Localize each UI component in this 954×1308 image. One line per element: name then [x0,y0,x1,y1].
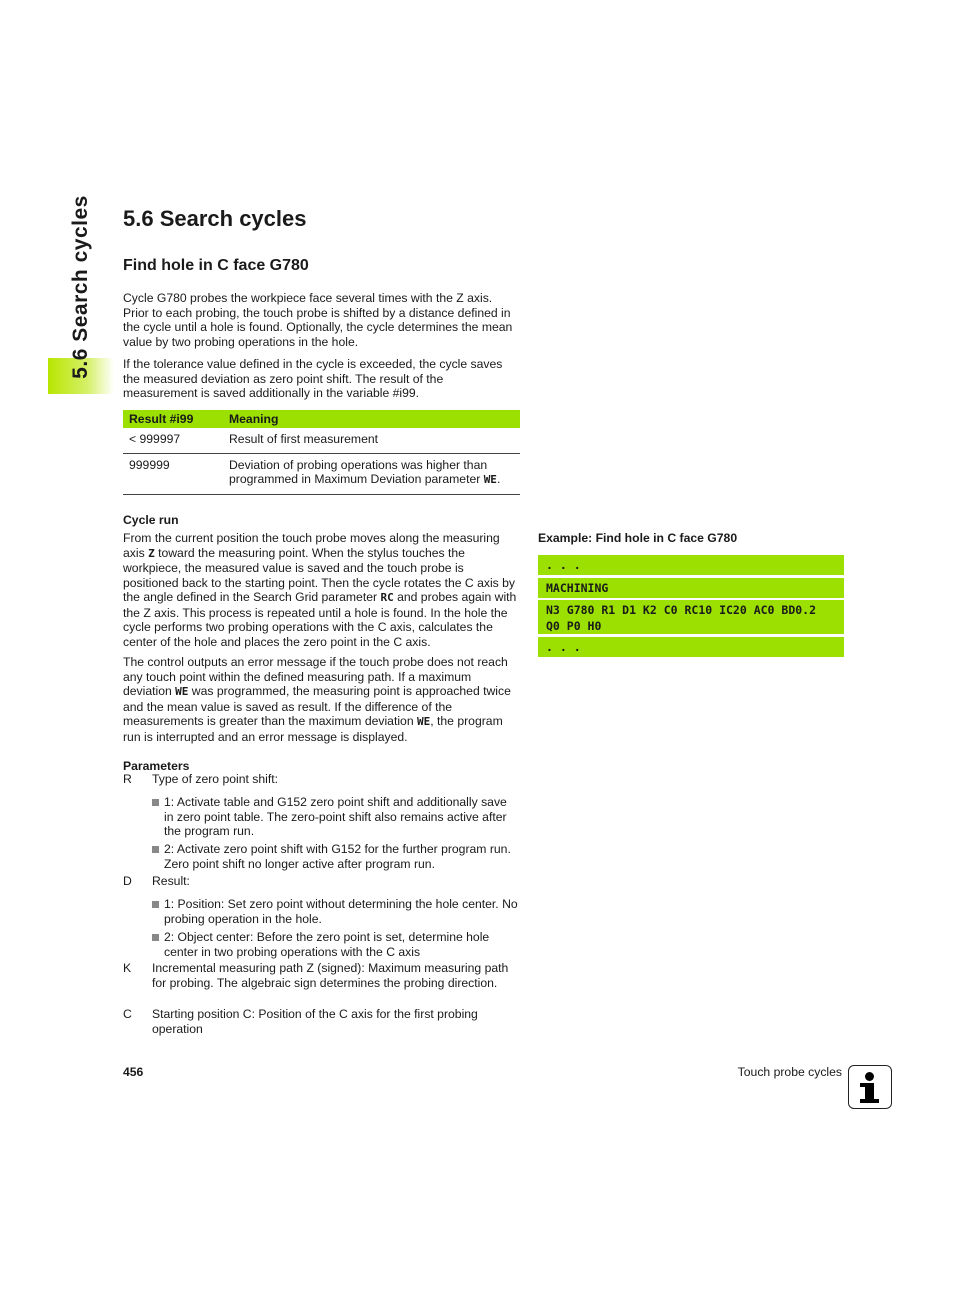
bullet-square-icon [152,799,159,806]
code-line: . . . [538,637,844,657]
side-tab-label: 5.6 Search cycles [69,195,92,379]
table-header-result: Result #i99 [123,410,223,428]
parameter-text: Result: [152,874,190,888]
code-line: . . . [538,555,844,575]
bullet-square-icon [152,901,159,908]
intro-paragraph-2: If the tolerance value defined in the cycle is exceeded, the cycle saves the measured deviation as zero point shift. The result of the measurement is saved additionally in the variable #i99. [123,357,503,400]
parameter-text: Incremental measuring path Z (signed): Maximum measuring path for probing. The algebraic sign determines the probing direction. [152,961,509,990]
table-cell-result: < 999997 [123,428,223,453]
table-row [123,428,520,453]
table-header-meaning: Meaning [223,410,520,428]
example-title: Example: Find hole in C face G780 [538,531,738,545]
table-row [123,453,520,494]
table-header-row [123,410,520,428]
parameters-heading: Parameters [123,759,190,773]
table-cell-meaning: Deviation of probing operations was higher than programmed in Maximum Deviation parameter WE. [223,453,520,494]
parameter-label: R [123,772,132,786]
table-cell-meaning: Result of first measurement [223,428,520,453]
code-line: MACHINING [538,578,844,598]
parameter-text: Starting position C: Position of the C axis for the first probing operation [152,1007,478,1036]
parameter-label: D [123,874,132,888]
cycle-run-heading: Cycle run [123,513,179,527]
cycle-run-paragraph-2: The control outputs an error message if the touch probe does not reach any touch point within the defined measuring path. If a maximum deviation WE was programmed, the measuring point is approached twice and the mean value is saved as result. If the difference of the measurements is greater than the maximum deviation WE, the program run is interrupted and an error message is displayed. [123,655,511,744]
page-number: 456 [123,1065,144,1079]
bullet-square-icon [152,934,159,941]
result-table [123,410,520,495]
section-title: 5.6 Search cycles [123,206,307,231]
subsection-title: Find hole in C face G780 [123,257,309,274]
code-line: N3 G780 R1 D1 K2 C0 RC10 IC20 AC0 BD0.2 Q0 P0 H0 [538,600,844,634]
info-icon [848,1065,892,1109]
cycle-run-paragraph-1: From the current position the touch probe moves along the measuring axis Z toward the measuring point. When the stylus touches the workpiece, the measured value is saved and the touch probe is positioned back to the starting point. Then the cycle rotates the C axis by the angle defined in the Search Grid parameter RC and probes again with the Z axis. This process is repeated until a hole is found. In the hole the cycle performs two probing operations with the C axis, calculates the center of the hole and places the zero point in the C axis. [123,531,517,649]
chapter-title: Touch probe cycles [737,1065,842,1079]
side-tab [48,180,114,394]
parameter-label: C [123,1007,132,1021]
intro-paragraph-1: Cycle G780 probes the workpiece face several times with the Z axis. Prior to each probing, the touch probe is shifted by a distance defined in the cycle until a hole is found. Optionally, the cycle determines the mean value by two probing operations in the hole. [123,291,513,349]
parameter-text: Type of zero point shift: [152,772,279,786]
parameter-label: K [123,961,132,975]
bullet-square-icon [152,846,159,853]
table-cell-result: 999999 [123,453,223,494]
